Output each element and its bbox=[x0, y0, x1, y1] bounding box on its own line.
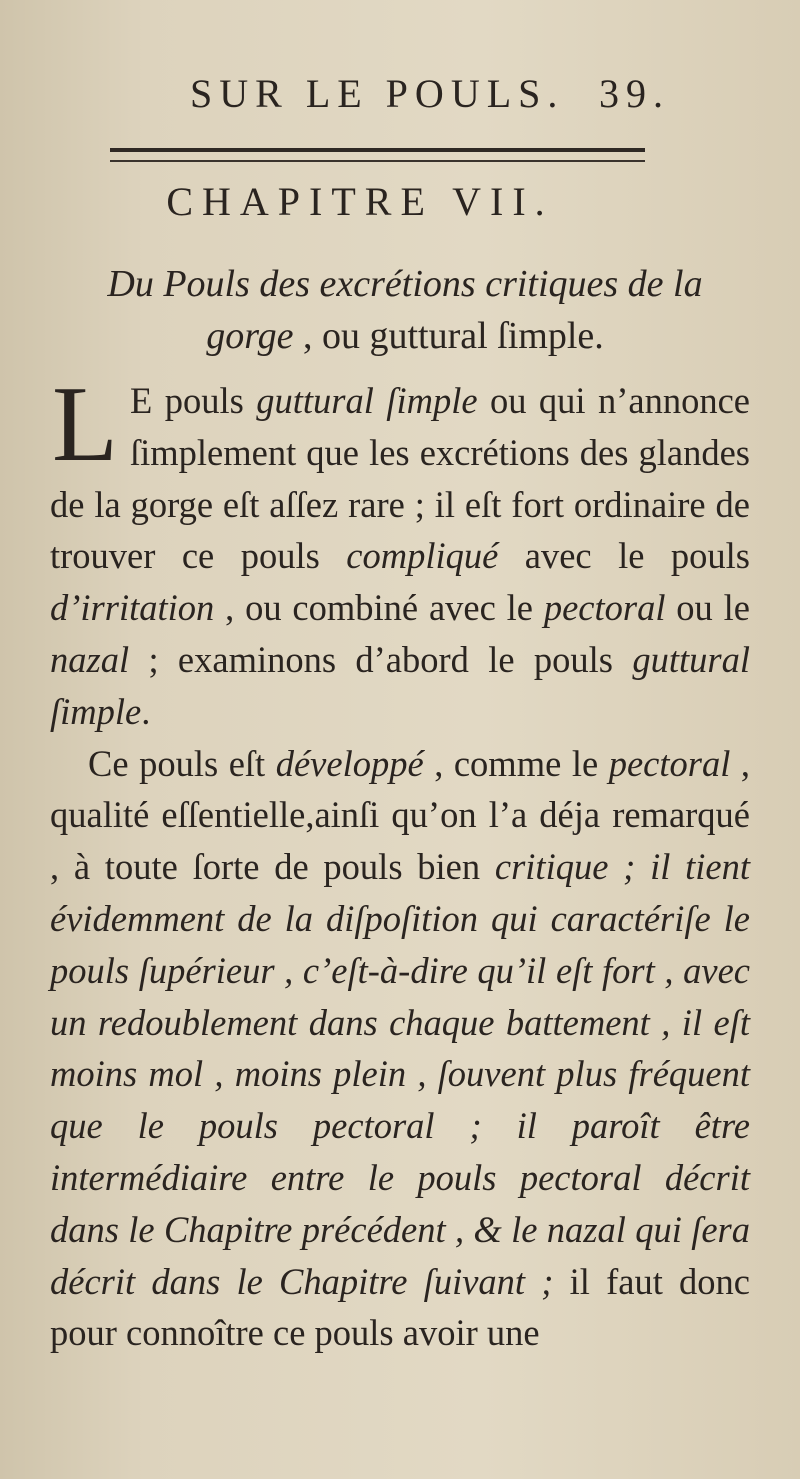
chapter-title: CHAPITRE VII. bbox=[166, 179, 554, 224]
page-number: 39. bbox=[599, 71, 670, 116]
chapter-subtitle-line1: Du Pouls des excrétions critiques de la bbox=[107, 263, 703, 305]
text-run: avec le pouls bbox=[498, 535, 750, 577]
text-run: ou qui n’annonce ſimplement que les excrétions des glandes de la gorge eſt aſſez rare ; il eſt fort ordinaire de trouver ce pouls bbox=[50, 380, 750, 577]
text-run-italic: d’irritation bbox=[50, 587, 215, 629]
chapter-subtitle-gorge: gorge bbox=[206, 315, 294, 357]
text-run: . bbox=[141, 690, 151, 732]
chapter-subtitle-rest: , ou guttural ſimple. bbox=[293, 315, 604, 357]
chapter-subtitle bbox=[60, 258, 750, 362]
text-run-italic: critique ; il tient évidemment de la diſpoſition qui caractériſe le pouls ſupérieur , c’eſt-à-dire qu’il eſt fort , avec un redoublement dans chaque battement , il eſt moins mol , moins plein , ſouvent plus fréquent que le pouls pectoral ; il paroît être intermédiaire entre le pouls pectoral décrit dans le Chapitre précédent , & le nazal qui ſera décrit dans le Chapitre ſuivant ; bbox=[50, 846, 750, 1302]
text-run: , ou combiné avec le bbox=[214, 587, 544, 629]
drop-cap: L bbox=[52, 365, 118, 484]
text-run-italic: nazal bbox=[50, 638, 130, 680]
text-run-italic: compliqué bbox=[346, 535, 499, 577]
text-run-italic: développé bbox=[275, 742, 424, 784]
text-run-italic: guttural ſimple bbox=[256, 380, 478, 421]
text-run: Ce pouls eſt bbox=[88, 742, 276, 784]
text-run: ou le bbox=[665, 587, 750, 629]
running-head-title: SUR LE POULS. bbox=[190, 71, 565, 116]
paragraph-2 bbox=[50, 738, 750, 1360]
text-run: , comme le bbox=[423, 742, 609, 784]
text-run: , qualité eſſentielle,ainſi qu’on l’a déja remarqué , à toute ſorte de pouls bien bbox=[50, 742, 750, 888]
text-run: il faut donc pour connoître ce pouls avoir une bbox=[50, 1260, 750, 1354]
text-run-italic: guttural ſimple bbox=[50, 638, 750, 732]
chapter-subtitle-line2 bbox=[60, 310, 750, 362]
paragraph-1 bbox=[50, 365, 750, 738]
ornamental-rule bbox=[110, 148, 645, 162]
body-text bbox=[50, 365, 750, 1359]
text-run-italic: pectoral bbox=[608, 742, 731, 784]
running-head bbox=[190, 70, 670, 130]
text-run-italic: pectoral bbox=[543, 587, 666, 629]
text-run: E pouls bbox=[129, 380, 257, 421]
text-run: ; examinons d’abord le pouls bbox=[129, 638, 633, 680]
